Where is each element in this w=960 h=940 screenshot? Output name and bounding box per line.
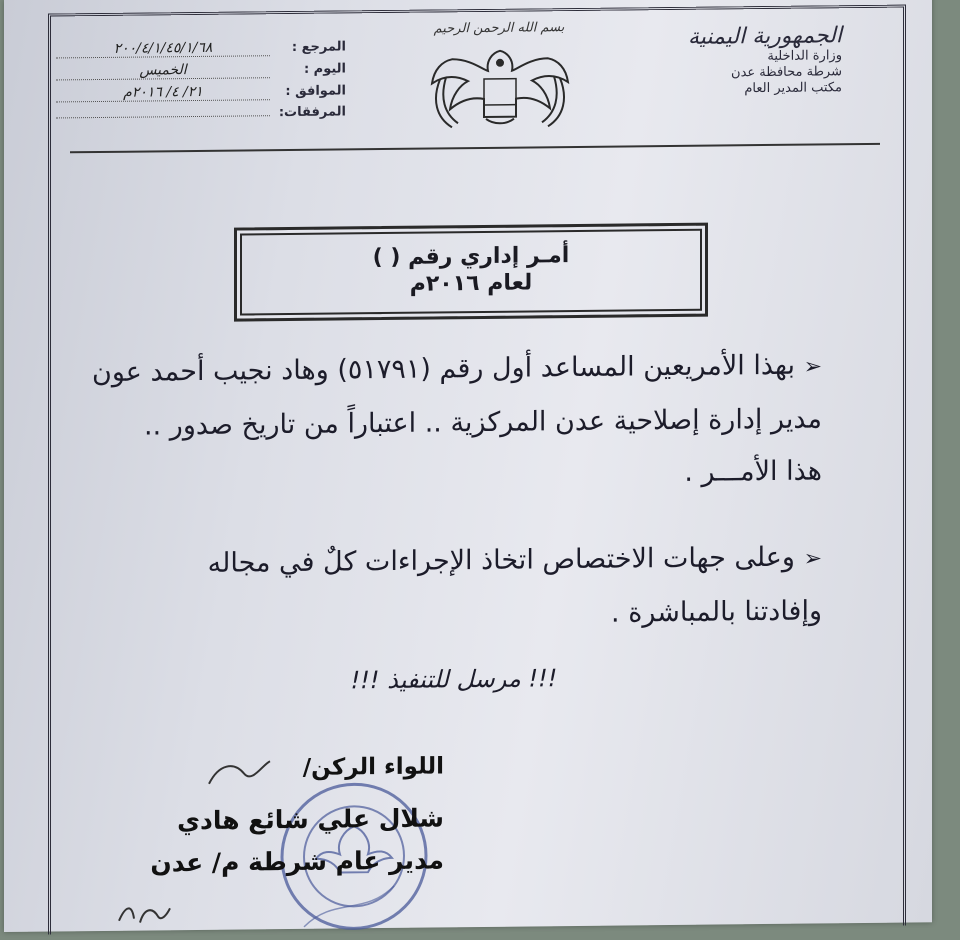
order-year: لعام ٢٠١٦م [409, 270, 533, 297]
paragraph-line: وإفادتنا بالمباشرة . [611, 595, 822, 629]
signatory-rank: اللواء الركن/ [302, 753, 444, 781]
eagle-emblem-icon [422, 38, 578, 130]
paragraph-line [42, 531, 822, 593]
reference-value: ٢٠٠/٤/١/٤٥/١/٦٨ [56, 39, 270, 58]
arrow-bullet-icon: ➢ [803, 546, 822, 572]
basmala: بسم الله الرحمن الرحيم [433, 20, 565, 37]
date-row [56, 82, 346, 107]
office-name: مكتب المدير العام [744, 80, 842, 97]
paragraph-line: هذا الأمـــر . [684, 455, 822, 488]
paragraph-text: بهذا الأمريعين المساعد أول رقم (٥١٧٩١) وهاد نجيب أحمد عون [92, 349, 795, 389]
paragraph-text: وعلى جهات الاختصاص اتخاذ الإجراءات كلٌ في مجاله [207, 541, 795, 579]
attachments-row [56, 104, 346, 129]
paragraph-line [42, 339, 822, 401]
reference-row [56, 38, 346, 63]
republic-name: الجمهورية اليمنية [687, 23, 842, 50]
document-page [4, 0, 932, 932]
day-label: اليوم : [303, 61, 346, 77]
order-title: أمـر إداري رقم ( ) [372, 243, 570, 271]
closing-line: !!! مرسل للتنفيذ !!! [350, 664, 558, 695]
day-value: الخميس [56, 61, 270, 80]
reference-label: المرجع : [291, 39, 346, 55]
police-name: شرطة محافظة عدن [731, 64, 842, 81]
attachments-value [56, 115, 270, 118]
letterhead-right [688, 23, 842, 98]
handwritten-signature-icon [204, 753, 274, 794]
date-label: الموافق : [285, 83, 346, 100]
order-title-box [234, 223, 708, 322]
handwritten-initials-icon [114, 898, 174, 929]
reference-block [56, 38, 346, 129]
signatory-name: شلال علي شائع هادي [177, 803, 444, 836]
day-row [56, 60, 346, 85]
paragraph-instructions [42, 531, 822, 645]
paragraph-line: مدير إدارة إصلاحية عدن المركزية .. اعتباراً من تاريخ صدور .. [144, 403, 822, 442]
arrow-bullet-icon: ➢ [803, 354, 822, 380]
signatory-title: مدير عام شرطة م/ عدن [150, 845, 444, 878]
date-value: ٢١/ ٤/ ٢٠١٦م [56, 83, 270, 102]
ministry-name: وزارة الداخلية [767, 48, 842, 65]
attachments-label: المرفقات: [278, 104, 346, 121]
paragraph-appointment [42, 339, 822, 505]
